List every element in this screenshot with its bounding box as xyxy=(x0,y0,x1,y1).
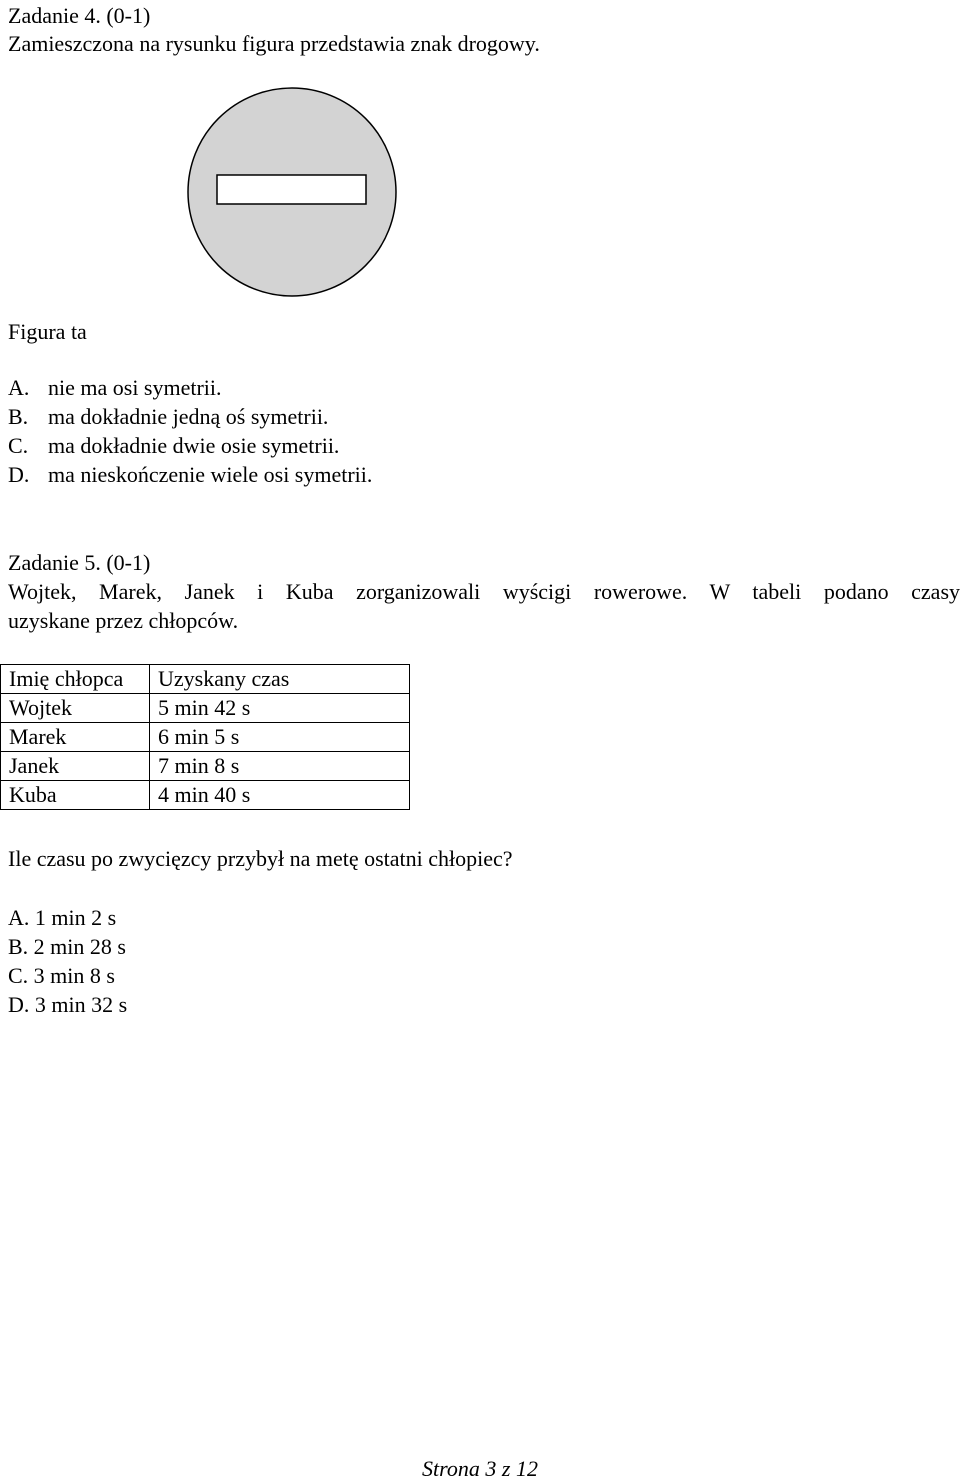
cell-name: Kuba xyxy=(1,781,150,810)
cell-name: Janek xyxy=(1,752,150,781)
task4-option-a xyxy=(8,374,222,403)
task5-title: Zadanie 5. (0-1) xyxy=(8,550,151,575)
no-entry-sign-figure xyxy=(186,86,398,298)
page-number: Strona 3 z 12 xyxy=(422,1456,538,1481)
cell-time: 6 min 5 s xyxy=(150,723,410,752)
task5-intro-line2: uzyskane przez chłopców. xyxy=(8,608,239,633)
option-letter: B. xyxy=(8,404,29,429)
option-letter: C. xyxy=(8,433,29,458)
option-text: ma dokładnie jedną oś symetrii. xyxy=(48,404,329,429)
table-header-row xyxy=(1,665,410,694)
task5-option-c: C. 3 min 8 s xyxy=(8,963,115,988)
task4-option-c xyxy=(8,432,339,461)
task4-option-b xyxy=(8,403,328,432)
task4-option-d xyxy=(8,461,372,490)
task5-question: Ile czasu po zwycięzcy przybył na metę ostatni chłopiec? xyxy=(8,846,513,871)
option-text: ma dokładnie dwie osie symetrii. xyxy=(48,433,340,458)
task5-intro-line1: Wojtek, Marek, Janek i Kuba zorganizowali wyścigi rowerowe. W tabeli podano czasy xyxy=(8,579,960,604)
cell-time: 5 min 42 s xyxy=(150,694,410,723)
option-letter: D. xyxy=(8,462,30,487)
task4-title: Zadanie 4. (0-1) xyxy=(8,3,151,28)
table-row xyxy=(1,694,410,723)
sign-bar xyxy=(217,175,366,204)
cell-time: 4 min 40 s xyxy=(150,781,410,810)
cell-name: Wojtek xyxy=(1,694,150,723)
table-row xyxy=(1,723,410,752)
times-table xyxy=(0,664,410,810)
cell-name: Marek xyxy=(1,723,150,752)
header-name: Imię chłopca xyxy=(1,665,150,694)
cell-time: 7 min 8 s xyxy=(150,752,410,781)
option-text: ma nieskończenie wiele osi symetrii. xyxy=(48,462,373,487)
table-row xyxy=(1,752,410,781)
table-row xyxy=(1,781,410,810)
task4-lead: Figura ta xyxy=(8,319,87,344)
task4-question: Zamieszczona na rysunku figura przedstawia znak drogowy. xyxy=(8,31,540,56)
option-text: nie ma osi symetrii. xyxy=(48,375,222,400)
task5-option-b: B. 2 min 28 s xyxy=(8,934,126,959)
task5-option-a: A. 1 min 2 s xyxy=(8,905,117,930)
task5-option-d: D. 3 min 32 s xyxy=(8,992,128,1017)
header-time: Uzyskany czas xyxy=(150,665,410,694)
option-letter: A. xyxy=(8,375,30,400)
